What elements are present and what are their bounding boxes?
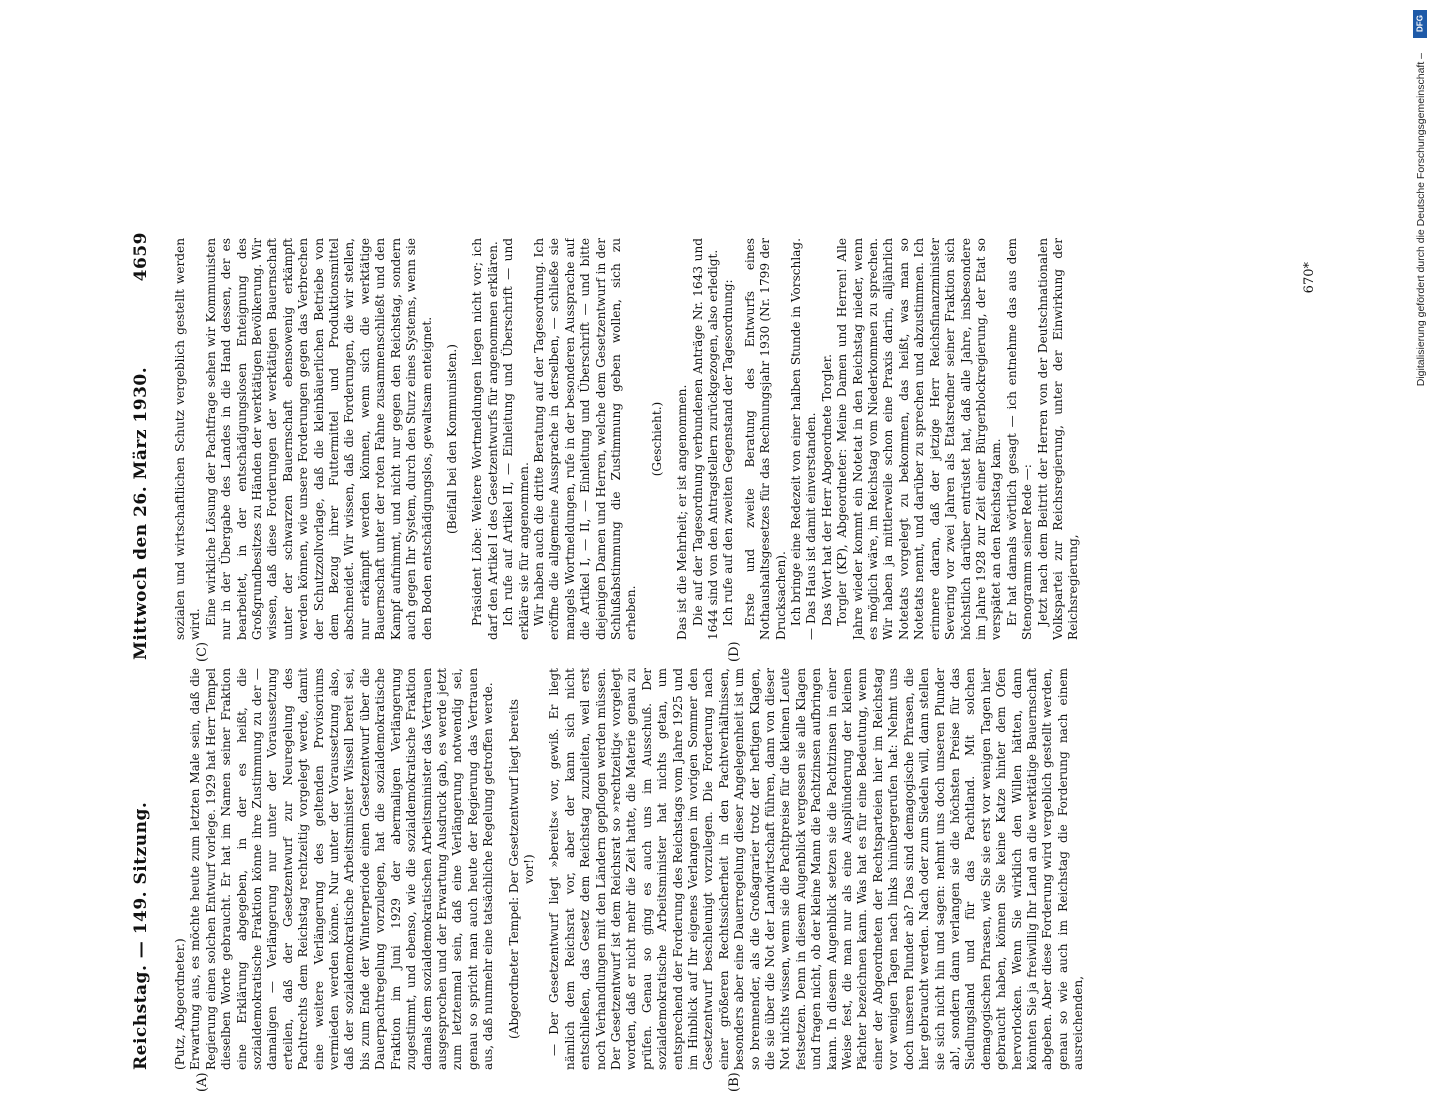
header-session: Reichstag. — 149. Sitzung. bbox=[131, 801, 151, 1070]
paragraph: Das ist die Mehrheit; er ist angenommen. bbox=[675, 384, 690, 640]
dfg-logo-text: DFG bbox=[1415, 15, 1425, 32]
speech-torgler: Torgler (KP), Abgeordneter: Meine Damen und Herren! Alle Jahre wieder kommt ein Notetat in den Reichstag nieder, wenn es möglich wäre, im Reichstag vom Niederkommen zu sprechen. Wir haben ja mittlerweile schon eine Praxis darin, alljährlich Notetats vorgelegt zu bekommen, das heißt, was man so Notetats nennt, und darüber zu sprechen und abzustimmen. Ich erinnere daran, daß der jetzige Herr Reichsfinanzminister Severing vor zwei Jahren als Etatsredner seiner Fraktion sich höchstlich darüber entrüstet hat, daß alle Jahre, insbesondere im Jahre 1928 zur Zeit einer Bürgerblockregierung, der Etat so verspätet an den Reichstag kam. bbox=[835, 238, 1004, 640]
paragraph: — Der Gesetzentwurf liegt »bereits« vor, gewiß. Er liegt nämlich dem Reichsrat vor, aber der kann sich nicht entschließen, das Gesetz dem Reichstag zuzuleiten, weil erst noch Verhandlungen mit den Ländern gepflogen werden müssen. Der Gesetzentwurf ist dem Reichsrat so »rechtzeitig« vorgelegt worden, daß er nicht mehr die Zeit hatte, die Materie genau zu prüfen. Genau so ging es auch uns im Ausschuß. Der sozialdemokratische Arbeitsminister hat nichts getan, um entsprechend der Forderung des Reichstags vom Jahre 1925 und im Hinblick auf Ihr eigenes Verlangen im vorigen Sommer den Gesetzentwurf beschleunigt vorzulegen. Die Forderung nach einer größeren Rechtssicherheit in den Pachtverhältnissen, besonders aber eine Dauerregelung dieser Angelegenheit ist um so brennender, als die Großagrarier trotz der heftigen Klagen, die sie über die Not der Landwirtschaft führen, dann von dieser Not nichts wissen, wenn sie die Pachtpreise für die kleinen Leute festsetzen. Denn in diesem Augenblick vergessen sie alle Klagen und fragen nicht, ob der kleine Mann die Pachtzinsen aufbringen kann. In diesem Augenblick setzen sie die Pachtzinsen in einer Weise fest, die man nur als eine Ausplünderung der kleinen Pächter bezeichnen kann. Was hat es für eine Bedeutung, wenn einer der Abgeordneten der Rechtsparteien hier im Reichstag vor wenigen Tagen nach links hinübergerufen hat: Nehmt uns doch unseren Plunder ab? Das sind demagogische Phrasen, die hier gebraucht werden. Nach oder zum Siedeln will, dann stellen sie sich nicht hin und sagen: nehmt uns doch unseren Plunder ab!, sondern dann verlangen sie die höchsten Preise für das Siedlungsland und für das Pachtland. Mit solchen demagogischen Phrasen, wie Sie sie erst vor wenigen Tagen hier gebraucht haben, können Sie keine Katze hinter dem Ofen hervorlocken. Wenn Sie wirklich den Willen hätten, dann könnten Sie ja freiwillig Ihr Land an die werktätige Bauernschaft abgeben. Aber diese Forderung wird vergeblich gestellt werden, genau so wie auch im Reichstag die Forderung nach einem ausreichenden, bbox=[547, 668, 1086, 1070]
president-statement: Präsident Löbe: Weitere Wortmeldungen liegen nicht vor; ich darf den Artikel I des Gesetzentwurfs für angenommen erklären. bbox=[470, 238, 500, 640]
signature-mark: 670* bbox=[1302, 262, 1317, 294]
paragraph: Er hat damals wörtlich gesagt — ich entnehme das aus dem Stenogramm seiner Rede —: bbox=[1004, 238, 1035, 640]
paragraph: sozialen und wirtschaftlichen Schutz vergeblich gestellt werden wird. bbox=[173, 238, 203, 640]
applause-note: (Beifall bei den Kommunisten.) bbox=[444, 344, 459, 534]
paragraph: Ich rufe auf den zweiten Gegenstand der Tagesordnung: bbox=[721, 279, 736, 626]
quotation: Jetzt nach dem Beitritt der Herren von der Deutschnationalen Volkspartei zur Reichsregierung, unter der Einwirkung der Reichsregierung, bbox=[1035, 238, 1081, 640]
margin-letter-c: (C) bbox=[195, 641, 210, 662]
paragraph: Die auf der Tagesordnung verbundenen Anträge Nr. 1643 und 1644 sind von den Antragstellern zurückgezogen, also erledigt. bbox=[690, 238, 720, 640]
paragraph: Das Wort hat der Herr Abgeordnete Torgler. bbox=[819, 354, 834, 626]
paragraph: Erwartung aus, es möchte heute zum letzten Male sein, daß die Regierung einen solchen Entwurf vorlege. 1929 hat Herr Tempel dieselben Worte gebraucht. Er hat im Namen seiner Fraktion eine Erklärung abgegeben, in der es heißt, die sozialdemokratische Fraktion könne ihre Zustimmung zu der — damaligen — Verlängerung nur unter der Voraussetzung erteilen, daß der Gesetzentwurf zur Neuregelung des Pachtrechts dem Reichstag rechtzeitig vorgelegt werde, damit eine weitere Verlängerung des geltenden Provisoriums vermieden werden könne. Nur unter der Voraussetzung also, daß der sozialdemokratische Arbeitsminister Wissell bereit sei, bis zum Ende der Winterperiode einen Gesetzentwurf über die Dauerpachtregelung vorzulegen, hat die sozialdemokratische Fraktion im Juni 1929 der abermaligen Verlängerung zugestimmt, und ebenso, wie die sozialdemokratische Fraktion damals dem sozialdemokratischen Arbeitsminister das Vertrauen ausgesprochen und der Erwartung Ausdruck gab, es werde jetzt zum letztenmal sein, daß eine Verlängerung notwendig sei, genau so spricht man auch heute der Regierung das Vertrauen aus, daß nunmehr eine tatsächliche Regelung getroffen werde. bbox=[188, 668, 496, 1070]
right-column bbox=[173, 238, 1303, 640]
paragraph: Wir haben auch die dritte Beratung auf der Tagesordnung. Ich eröffne die allgemeine Aussprache in derselben, — schließe sie mangels Wortmeldungen, rufe in der besonderen Aussprache auf die Artikel I, — II, — Einleitung und Überschrift — und bitte diejenigen Damen und Herren, welche dem Gesetzentwurf in der Schlußabstimmung die Zustimmung geben wollen, sich zu erheben. bbox=[531, 238, 639, 640]
paragraph: Ich rufe auf Artikel II, — Einleitung und Überschrift — und erkläre sie für angenommen. bbox=[501, 238, 531, 640]
dfg-sidebar bbox=[1409, 6, 1434, 996]
left-column bbox=[173, 668, 1303, 1070]
margin-letter-d: (D) bbox=[727, 641, 742, 662]
dfg-logo bbox=[1413, 10, 1427, 38]
page-number: 4659 bbox=[131, 232, 151, 282]
scanned-page bbox=[107, 202, 1327, 1110]
funding-note: Digitalisierung gefördert durch die Deutsche Forschungsgemeinschaft – bbox=[1415, 53, 1427, 387]
interjection: (Abgeordneter Tempel: Der Gesetzentwurf liegt bereits vor!) bbox=[506, 699, 536, 1039]
speaker-continuation: (Putz, Abgeordneter.) bbox=[173, 938, 187, 1070]
paragraph: Eine wirkliche Lösung der Pachtfrage sehen wir Kommunisten nur in der Übergabe des Landes in die Hand dessen, der es bearbeitet, in der entschädigungslosen Enteignung des Großgrundbesitzes zu Händen der werktätigen Bevölkerung. Wir wissen, daß diese Forderungen der werktätigen Bauernschaft unter der schwarzen Bauernschaft ebensowenig erkämpft werden können, wie unsere Forderungen gegen das Verbrechen der Schutzzollvorlage, daß die kleinbäuerlichen Betriebe von dem Bezug ihrer Futtermittel und Produktionsmittel abschneidet. Wir wissen, daß die Forderungen, die wir stellen, nur erkämpft werden können, wenn sich die werktätige Bauernschaft unter der roten Fahne zusammenschließt und den Kampf aufnimmt, und nicht nur gegen den Reichstag, sondern auch gegen Ihr System, durch den Sturz eines Systems, wenn sie den Boden entschädigungslos, gewaltsam enteignet. bbox=[203, 238, 434, 640]
margin-letter-b: (B) bbox=[727, 1072, 742, 1092]
procedural-note: (Geschieht.) bbox=[649, 401, 664, 477]
paragraph: Ich bringe eine Redezeit von einer halben Stunde in Vorschlag. — Das Haus ist damit einverstanden. bbox=[789, 238, 819, 640]
agenda-item: Erste und zweite Beratung des Entwurfs eines Nothaushaltsgesetzes für das Rechnungsjahr 1930 (Nr. 1799 der Drucksachen). bbox=[742, 238, 788, 640]
header-date: Mittwoch den 26. März 1930. bbox=[131, 366, 151, 660]
margin-letter-a: (A) bbox=[195, 1072, 210, 1092]
page-header bbox=[131, 232, 159, 1070]
